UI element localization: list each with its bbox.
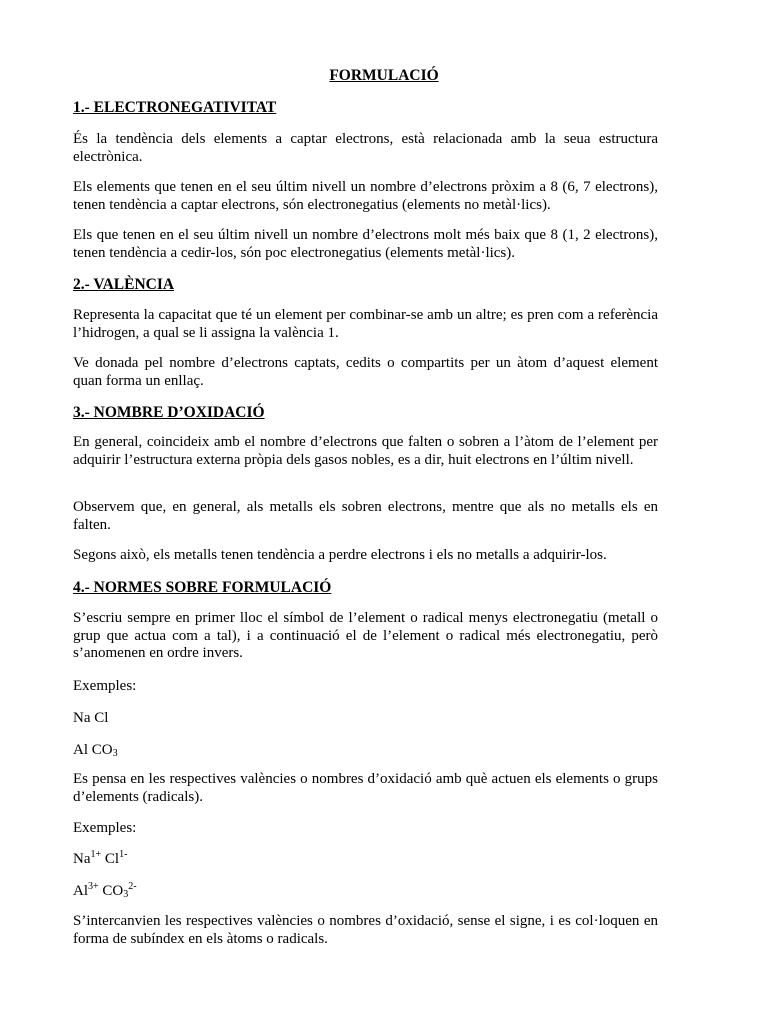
heading-nombre-oxidacio: 3.- NOMBRE D’OXIDACIÓ	[73, 404, 265, 421]
subscript: 3	[123, 889, 129, 900]
heading-electronegativitat: 1.- ELECTRONEGATIVITAT	[73, 99, 277, 116]
radical-symbol: CO	[102, 883, 124, 899]
paragraph: Ve donada pel nombre d’electrons captats, cedits o compartits per un àtom d’aquest element quan forma un enllaç.	[73, 355, 658, 389]
example-formula	[73, 882, 137, 900]
examples-label: Exemples:	[73, 678, 137, 694]
heading-normes-formulacio: 4.- NORMES SOBRE FORMULACIÓ	[73, 579, 332, 596]
superscript: 1+	[90, 849, 102, 860]
element-symbol: Na	[73, 851, 91, 867]
element-symbol: Al	[73, 883, 88, 899]
superscript: 1-	[119, 849, 128, 860]
element-symbol: Cl	[94, 710, 109, 726]
paragraph: Els elements que tenen en el seu últim nivell un nombre d’electrons pròxim a 8 (6, 7 electrons), tenen tendència a captar electrons, són electronegatius (elements no metàl·lics).	[73, 179, 658, 213]
paragraph: S’escriu sempre en primer lloc el símbol de l’element o radical menys electronegatiu (metall o grup que actua com a tal), i a continuació el de l’element o radical més electronegatiu, però s’anomenen en ordre invers.	[73, 610, 658, 661]
example-formula	[73, 709, 108, 727]
paragraph: Observem que, en general, als metalls els sobren electrons, mentre que als no metalls els en falten.	[73, 499, 658, 533]
page-title: FORMULACIÓ	[329, 67, 439, 84]
heading-valencia: 2.- VALÈNCIA	[73, 276, 175, 293]
example-formula	[73, 850, 127, 868]
element-symbol: Al	[73, 742, 88, 758]
paragraph: S’intercanvien les respectives valències o nombres d’oxidació, sense el signe, i es col·loquen en forma de subíndex en els àtoms o radicals.	[73, 913, 658, 947]
radical-symbol: CO	[91, 742, 113, 758]
paragraph: Els que tenen en el seu últim nivell un nombre d’electrons molt més baix que 8 (1, 2 electrons), tenen tendència a cedir-los, són poc electronegatius (elements metàl·lics).	[73, 227, 658, 261]
element-symbol: Na	[73, 710, 91, 726]
superscript: 2-	[128, 881, 137, 892]
paragraph: En general, coincideix amb el nombre d’electrons que falten o sobren a l’àtom de l’element per adquirir l’estructura externa pròpia dels gasos nobles, es a dir, huit electrons en l’últim nivell.	[73, 434, 658, 468]
examples-label: Exemples:	[73, 820, 137, 836]
example-formula	[73, 741, 118, 759]
paragraph: És la tendència dels elements a captar electrons, està relacionada amb la seua estructura electrònica.	[73, 131, 658, 165]
paragraph: Es pensa en les respectives valències o nombres d’oxidació amb què actuen els elements o grups d’elements (radicals).	[73, 771, 658, 805]
paragraph: Segons això, els metalls tenen tendència a perdre electrons i els no metalls a adquirir-los.	[73, 547, 607, 563]
paragraph: Representa la capacitat que té un element per combinar-se amb un altre; es pren com a referència l’hidrogen, a qual se li assigna la valència 1.	[73, 307, 658, 341]
superscript: 3+	[88, 881, 99, 892]
subscript: 3	[112, 748, 118, 759]
element-symbol: Cl	[104, 851, 120, 867]
